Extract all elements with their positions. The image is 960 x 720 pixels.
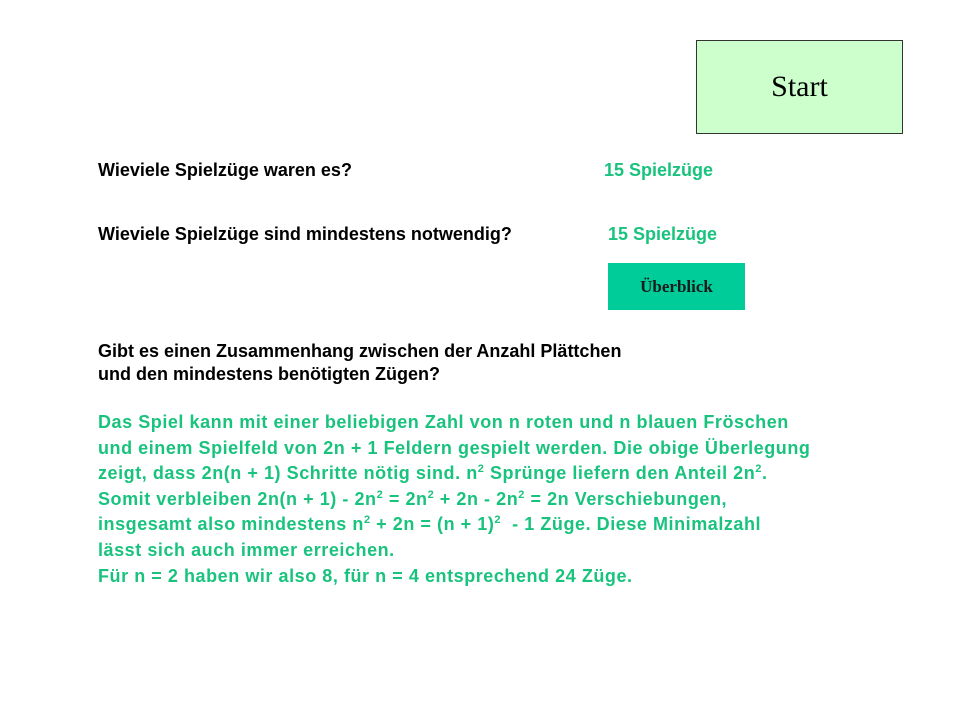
explanation-text: [98, 410, 918, 589]
explanation-segment: - 1 Züge. Diese Minimalzahl: [501, 514, 762, 535]
explanation-segment: + 2n = (n + 1): [370, 514, 495, 535]
overview-button[interactable]: Überblick: [608, 263, 745, 310]
explanation-line: [98, 512, 918, 538]
explanation-segment: Das Spiel kann mit einer beliebigen Zahl von n roten und n blauen Fröschen: [98, 412, 789, 432]
relation-question-line: und den mindestens benötigten Zügen?: [98, 364, 440, 384]
exponent: 2: [477, 463, 485, 476]
explanation-segment: lässt sich auch immer erreichen.: [98, 539, 395, 560]
explanation-segment: insgesamt also mindestens n: [98, 514, 364, 535]
start-button[interactable]: Start: [696, 40, 903, 134]
explanation-segment: + 2n - 2n: [434, 488, 519, 509]
explanation-segment: Somit verbleiben 2n(n + 1) - 2n: [98, 488, 377, 509]
explanation-segment: = 2n Verschiebungen,: [524, 488, 728, 509]
exponent: 2: [494, 514, 502, 527]
exponent: 2: [376, 488, 384, 501]
relation-question-line: Gibt es einen Zusammenhang zwischen der Anzahl Plättchen: [98, 341, 622, 361]
explanation-segment: und einem Spielfeld von 2n + 1 Feldern gespielt werden. Die obige Überlegung: [98, 437, 811, 458]
answer-moves-made: 15 Spielzüge: [604, 160, 714, 180]
exponent: 2: [518, 488, 525, 501]
explanation-segment: zeigt, dass 2n(n + 1) Schritte nötig sind. n: [98, 463, 478, 484]
exponent: 2: [755, 463, 762, 476]
relation-question: [98, 340, 621, 386]
answer-min-moves: 15 Spielzüge: [608, 224, 718, 244]
question-moves-made: Wieviele Spielzüge waren es?: [98, 160, 352, 180]
explanation-segment: .: [761, 463, 768, 484]
question-min-moves: Wieviele Spielzüge sind mindestens notwendig?: [98, 224, 512, 244]
exponent: 2: [363, 514, 371, 527]
explanation-line: [98, 461, 918, 487]
explanation-line: [98, 487, 918, 513]
explanation-line: [98, 564, 918, 590]
explanation-line: [98, 410, 918, 436]
explanation-segment: Sprünge liefern den Anteil 2n: [484, 463, 756, 484]
explanation-segment: = 2n: [383, 488, 428, 509]
explanation-line: [98, 538, 918, 564]
explanation-segment: Für n = 2 haben wir also 8, für n = 4 entsprechend 24 Züge.: [98, 565, 633, 586]
explanation-line: [98, 436, 918, 462]
exponent: 2: [427, 488, 435, 501]
